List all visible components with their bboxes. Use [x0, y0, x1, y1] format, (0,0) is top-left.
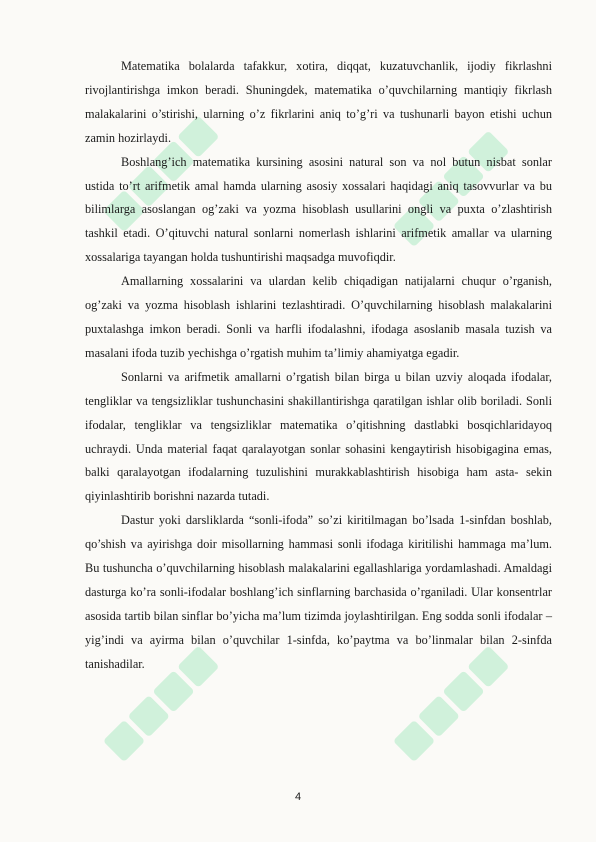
paragraph-3: Amallarning xossalarini va ulardan kelib chiqadigan natijalarni chuqur o’rganish, og’zaki va yozma hisoblash ishlarini tezlashtiradi. O’quvchilarning hisoblash malakalarini puxtalashga imkon beradi. Sonli va harfli ifodalashni, ifodaga asoslanib masala tuzish va masalani ifoda tuzib yechishga o’rgatish muhim ta’limiy ahamiyatga egadir. [85, 274, 552, 360]
paragraph-5: Dastur yoki darsliklarda “sonli-ifoda” so’zi kiritilmagan bo’lsada 1-sinfdan boshlab, qo’shish va ayirishga doir misollarning hammasi sonli ifodaga kiritilishi hammaga ma’lum. Bu tushuncha o’quvchilarning hisoblash malakalarini egallashlariga yordamlashadi. Amaldagi dasturga ko’ra sonli-ifodalar boshlang’ich sinflarning barchasida o’rganiladi. Ular konsentrlar asosida tartib bilan sinflar bo’yicha ma’lum tizimda joylashtirilgan. Eng sodda sonli ifodalar – yig’indi va ayirma bilan o’quvchilar 1-sinfda, ko’paytma va bo’linmalar bilan 2-sinfda tanishadilar. [85, 513, 552, 671]
body-text [85, 55, 552, 677]
paragraph-4: Sonlarni va arifmetik amallarni o’rgatish bilan birga u bilan uzviy aloqada ifodalar, tengliklar va tengsizliklar tushunchasini shakillantirishga qaratilgan ishlar olib boriladi. Sonli ifodalar, tengliklar va tengsizliklar matematika o’qitishning dastlabki bosqichlaridayoq uchraydi. Unda material faqat qaralayotgan sonlar sohasini kengaytirish hisobigagina emas, balki qaralayotgan ifodalarning tuzulishini murakkablashtirish hisobiga ham asta- sekin qiyinlashtirib borishni nazarda tutadi. [85, 369, 552, 504]
page-number: 4 [294, 791, 302, 803]
paragraph-1: Matematika bolalarda tafakkur, xotira, diqqat, kuzatuvchanlik, ijodiy fikrlashni rivojlantirishga imkon beradi. Shuningdek, matematika o’quvchilarning mantiqiy fikrlash malakalarini o’stirishi, ularning o’z fikrlarini aniq to’g’ri va tushunarli bayon etishi uchun zamin hozirlaydi. [85, 59, 552, 145]
paragraph-2: Boshlang’ich matematika kursining asosini natural son va nol butun nisbat sonlar ustida to’rt arifmetik amal hamda ularning asosiy xossalari haqidagi aniq tasovvurlar va bu bilimlarga asoslangan og’zaki va yozma hisoblash usullarini ongli va puxta o’zlashtirish tashkil etadi. O’qituvchi natural sonlarni nomerlash ishlarini arifmetik amallar va ularning xossalariga tayangan holda tushuntirishi maqsadga muvofiqdir. [85, 154, 552, 265]
